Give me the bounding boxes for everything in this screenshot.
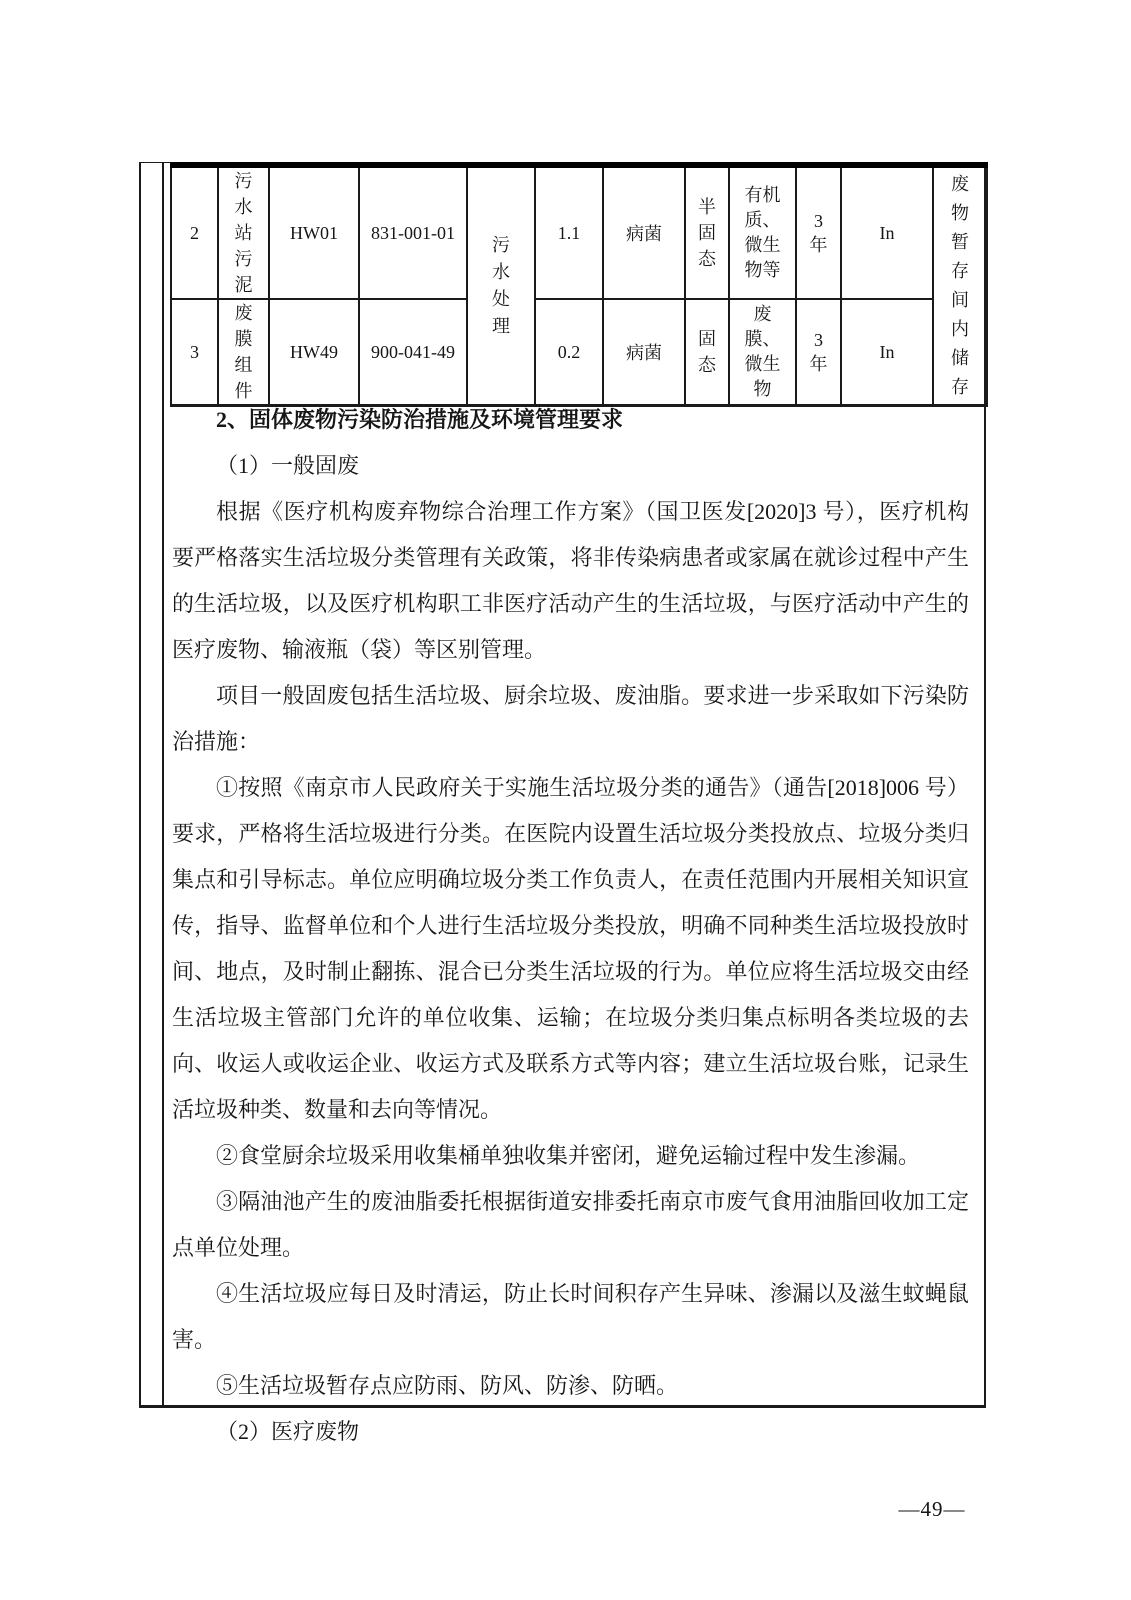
cell-hazard: 病菌 [603,299,685,406]
table-row [171,165,987,299]
section-heading: 2、固体废物污染防治措施及环境管理要求 [216,407,624,432]
cell-waste-code: 900-041-49 [359,299,467,406]
composition-text: 废膜、微生物 [744,304,781,399]
cell-index: 2 [171,165,218,299]
cell-quantity: 0.2 [535,299,603,406]
measure-item-3: ③隔油池产生的废油脂委托根据街道安排委托南京市废气食用油脂回收加工定点单位处理。 [172,1189,969,1260]
composition-text: 有机质、微生物等 [744,185,781,280]
cell-duration [796,299,841,406]
cell-index: 3 [171,299,218,406]
cell-waste-name [218,165,269,299]
paragraph-general-waste: 项目一般固废包括生活垃圾、厨余垃圾、废油脂。要求进一步采取如下污染防治措施： [172,683,969,754]
form-text: 半固态 [698,197,716,269]
cell-waste-code: 831-001-01 [359,165,467,299]
cell-composition [729,299,796,406]
measure-item-4: ④生活垃圾应每日及时清运，防止长时间积存产生异味、渗漏以及滋生蚊蝇鼠害。 [172,1281,969,1352]
form-gutter-line [162,162,164,1408]
cell-quantity: 1.1 [535,165,603,299]
subsection-2: （2）医疗废物 [216,1419,360,1444]
table-row [171,299,987,406]
waste-name-text: 污水站污泥 [234,171,253,295]
cell-hw-code: HW01 [269,165,359,299]
measure-item-1: ①按照《南京市人民政府关于实施生活垃圾分类的通告》（通告[2018]006 号）要求，严格将生活垃圾进行分类。在医院内设置生活垃圾分类投放点、垃圾分类归集点和引导标志。单位应明确垃圾分类工作负责人，在责任范围内开展相关知识宣传，指导、监督单位和个人进行生活垃圾分类投放，明确不同种类生活垃圾投放时间、地点，及时制止翻拣、混合已分类生活垃圾的行为。单位应将生活垃圾交由经生活垃圾主管部门允许的单位收集、运输；在垃圾分类归集点标明各类垃圾的去向、收运人或收运企业、收运方式及联系方式等内容；建立生活垃圾台账，记录生活垃圾种类、数量和去向等情况。 [172,775,969,1122]
cell-hw-code: HW49 [269,299,359,406]
storage-text: 废物暂存间内储存 [951,174,969,397]
page-number: —49— [898,1497,966,1521]
duration-text: 3年 [809,211,828,255]
measure-item-2: ②食堂厨余垃圾采用收集桶单独收集并密闭，避免运输过程中发生渗漏。 [216,1143,921,1168]
cell-waste-name [218,299,269,406]
cell-form [685,299,729,406]
cell-duration [796,165,841,299]
duration-text: 3年 [809,330,828,374]
cell-form [685,165,729,299]
cell-unit: In [841,165,933,299]
form-text: 固态 [698,329,716,375]
hazardous-waste-table [170,162,988,407]
body-text [172,397,969,1455]
cell-composition [729,165,796,299]
waste-name-text: 废膜组件 [234,303,253,401]
cell-hazard: 病菌 [603,165,685,299]
measure-item-5: ⑤生活垃圾暂存点应防雨、防风、防渗、防晒。 [216,1373,679,1398]
paragraph-basis: 根据《医疗机构废弃物综合治理工作方案》（国卫医发[2020]3 号），医疗机构要严格落实生活垃圾分类管理有关政策，将非传染病患者或家属在就诊过程中产生的生活垃圾，以及医疗机构职工非医疗活动产生的生活垃圾，与医疗活动中产生的医疗废物、输液瓶（袋）等区别管理。 [172,499,969,662]
cell-unit: In [841,299,933,406]
cell-disposal-merged [467,165,535,406]
cell-storage-merged [933,165,987,406]
subsection-1: （1）一般固废 [216,453,360,478]
disposal-text: 污水处理 [492,235,510,336]
